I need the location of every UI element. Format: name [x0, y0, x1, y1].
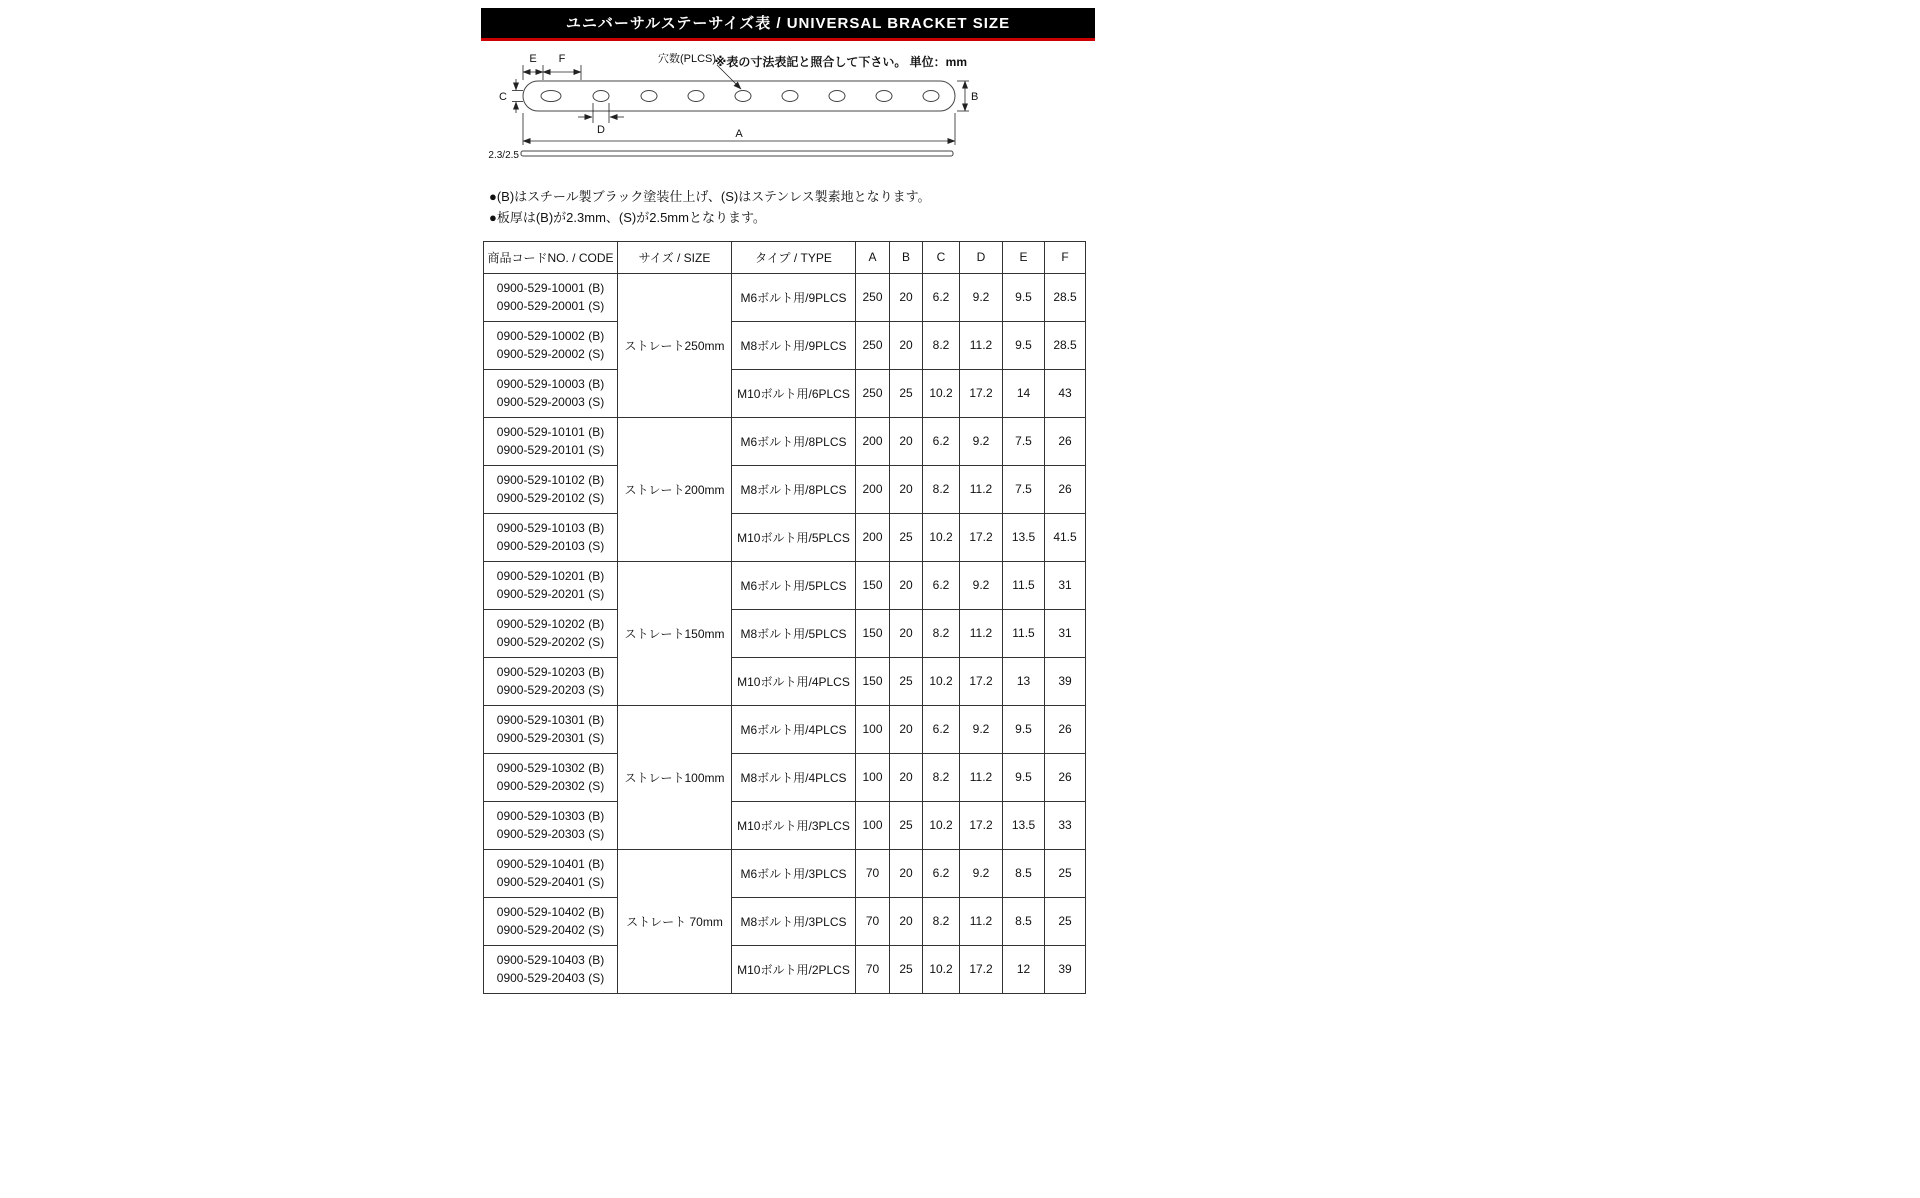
product-code-cell	[484, 321, 618, 369]
dim-A-cell: 250	[856, 273, 890, 321]
product-code-cell	[484, 417, 618, 465]
size-cell: ストレート250mm	[618, 273, 732, 417]
dim-A-cell: 100	[856, 753, 890, 801]
code-black-line: 0900-529-10302 (B)	[496, 760, 605, 775]
type-cell: M8ボルト用/9PLCS	[732, 321, 856, 369]
table-row	[484, 753, 1086, 801]
dim-F-cell: 39	[1045, 657, 1086, 705]
dim-label-F: F	[558, 53, 566, 65]
dim-F-cell: 31	[1045, 609, 1086, 657]
dim-B-cell: 20	[890, 609, 923, 657]
hole	[541, 91, 561, 102]
dim-C-cell: 6.2	[923, 273, 960, 321]
code-stainless-line: 0900-529-20302 (S)	[496, 779, 605, 794]
product-code-cell	[484, 465, 618, 513]
type-cell: M10ボルト用/5PLCS	[732, 513, 856, 561]
table-row	[484, 561, 1086, 609]
dim-C-cell: 6.2	[923, 849, 960, 897]
dim-E-cell: 13.5	[1003, 513, 1045, 561]
dim-F-cell: 25	[1045, 897, 1086, 945]
dim-E-cell: 13	[1003, 657, 1045, 705]
bracket-outline	[523, 81, 955, 111]
type-cell: M10ボルト用/4PLCS	[732, 657, 856, 705]
table-row	[484, 513, 1086, 561]
dim-B-cell: 25	[890, 945, 923, 993]
type-cell: M10ボルト用/6PLCS	[732, 369, 856, 417]
code-stainless-line: 0900-529-20403 (S)	[496, 971, 605, 986]
dim-A-cell: 200	[856, 465, 890, 513]
dim-B-cell: 25	[890, 513, 923, 561]
code-black-line: 0900-529-10303 (B)	[496, 808, 605, 823]
dim-B-cell: 20	[890, 561, 923, 609]
table-row	[484, 705, 1086, 753]
dim-C-cell: 10.2	[923, 657, 960, 705]
code-stainless-line: 0900-529-20203 (S)	[496, 683, 605, 698]
dim-B-cell: 20	[890, 753, 923, 801]
column-header-F: F	[1045, 241, 1086, 273]
table-row	[484, 465, 1086, 513]
code-black-line: 0900-529-10102 (B)	[496, 472, 605, 487]
dim-D-cell: 17.2	[960, 513, 1003, 561]
code-stainless-line: 0900-529-20202 (S)	[496, 635, 605, 650]
table-head	[484, 241, 1086, 273]
dim-C-cell: 10.2	[923, 801, 960, 849]
dim-D-cell: 17.2	[960, 945, 1003, 993]
table-row	[484, 801, 1086, 849]
type-cell: M6ボルト用/3PLCS	[732, 849, 856, 897]
column-header-C: C	[923, 241, 960, 273]
dim-B-cell: 25	[890, 801, 923, 849]
dim-E-cell: 13.5	[1003, 801, 1045, 849]
type-cell: M6ボルト用/8PLCS	[732, 417, 856, 465]
code-stainless-line: 0900-529-20303 (S)	[496, 827, 605, 842]
dim-E-cell: 11.5	[1003, 609, 1045, 657]
code-stainless-line: 0900-529-20001 (S)	[496, 299, 605, 314]
product-code-cell	[484, 609, 618, 657]
title-bar	[481, 8, 1095, 41]
table-row	[484, 273, 1086, 321]
type-cell: M10ボルト用/3PLCS	[732, 801, 856, 849]
size-table	[483, 241, 1086, 994]
dim-C-cell: 8.2	[923, 897, 960, 945]
table-row	[484, 369, 1086, 417]
type-cell: M6ボルト用/9PLCS	[732, 273, 856, 321]
dim-E-cell: 9.5	[1003, 705, 1045, 753]
dim-B-cell: 20	[890, 273, 923, 321]
column-header-size: サイズ / SIZE	[618, 241, 732, 273]
dim-D-cell: 9.2	[960, 705, 1003, 753]
column-header-type: タイプ / TYPE	[732, 241, 856, 273]
dim-E-cell: 7.5	[1003, 465, 1045, 513]
code-black-line: 0900-529-10401 (B)	[496, 856, 605, 871]
product-code-cell	[484, 513, 618, 561]
dim-A-cell: 150	[856, 609, 890, 657]
bracket-side-view	[521, 151, 953, 156]
product-code-cell	[484, 753, 618, 801]
hole	[829, 91, 845, 102]
dim-label-E: E	[529, 53, 537, 65]
product-code-cell	[484, 705, 618, 753]
column-header-A: A	[856, 241, 890, 273]
dim-F-cell: 28.5	[1045, 321, 1086, 369]
code-black-line: 0900-529-10202 (B)	[496, 616, 605, 631]
code-black-line: 0900-529-10203 (B)	[496, 664, 605, 679]
dim-A-cell: 100	[856, 705, 890, 753]
code-black-line: 0900-529-10101 (B)	[496, 424, 605, 439]
dim-C-cell: 8.2	[923, 609, 960, 657]
dim-C-cell: 6.2	[923, 705, 960, 753]
code-stainless-line: 0900-529-20201 (S)	[496, 587, 605, 602]
dim-E-cell: 9.5	[1003, 273, 1045, 321]
dim-F-cell: 26	[1045, 705, 1086, 753]
dim-B-cell: 25	[890, 657, 923, 705]
dim-F-cell: 28.5	[1045, 273, 1086, 321]
dim-D-cell: 11.2	[960, 609, 1003, 657]
dim-A-cell: 250	[856, 369, 890, 417]
dim-E-cell: 8.5	[1003, 897, 1045, 945]
dim-E-cell: 9.5	[1003, 321, 1045, 369]
dim-E-cell: 7.5	[1003, 417, 1045, 465]
dim-A-cell: 70	[856, 897, 890, 945]
code-stainless-line: 0900-529-20002 (S)	[496, 347, 605, 362]
size-cell: ストレート 70mm	[618, 849, 732, 993]
bracket-drawing	[481, 53, 981, 167]
type-cell: M6ボルト用/5PLCS	[732, 561, 856, 609]
dim-F-cell: 43	[1045, 369, 1086, 417]
dim-C-cell: 10.2	[923, 513, 960, 561]
dim-D-cell: 9.2	[960, 417, 1003, 465]
dim-E-cell: 9.5	[1003, 753, 1045, 801]
dim-label-A: A	[735, 128, 743, 140]
dim-E-cell: 8.5	[1003, 849, 1045, 897]
dim-C-cell: 6.2	[923, 561, 960, 609]
dim-B-cell: 20	[890, 705, 923, 753]
code-stainless-line: 0900-529-20103 (S)	[496, 539, 605, 554]
dim-B-cell: 20	[890, 897, 923, 945]
dim-D-cell: 11.2	[960, 897, 1003, 945]
dim-A-cell: 70	[856, 945, 890, 993]
dim-C-cell: 10.2	[923, 945, 960, 993]
column-header-code: 商品コードNO. / CODE	[484, 241, 618, 273]
dim-D-cell: 11.2	[960, 465, 1003, 513]
dim-E-cell: 12	[1003, 945, 1045, 993]
size-cell: ストレート200mm	[618, 417, 732, 561]
dim-D-cell: 9.2	[960, 561, 1003, 609]
dim-D-cell: 9.2	[960, 849, 1003, 897]
note-thickness: ●板厚は(B)が2.3mm、(S)が2.5mmとなります。	[489, 209, 766, 225]
product-code-cell	[484, 945, 618, 993]
code-black-line: 0900-529-10001 (B)	[496, 280, 605, 295]
hole	[593, 91, 609, 102]
code-black-line: 0900-529-10301 (B)	[496, 712, 605, 727]
code-stainless-line: 0900-529-20402 (S)	[496, 923, 605, 938]
product-code-cell	[484, 369, 618, 417]
holes-label: 穴数(PLCS)	[657, 53, 717, 65]
code-stainless-line: 0900-529-20301 (S)	[496, 731, 605, 746]
hole	[735, 91, 751, 102]
table-row	[484, 945, 1086, 993]
dim-B-cell: 20	[890, 417, 923, 465]
type-cell: M10ボルト用/2PLCS	[732, 945, 856, 993]
dim-A-cell: 200	[856, 513, 890, 561]
dim-A-cell: 150	[856, 561, 890, 609]
dim-C-cell: 8.2	[923, 321, 960, 369]
dim-E-cell: 14	[1003, 369, 1045, 417]
type-cell: M8ボルト用/8PLCS	[732, 465, 856, 513]
table-row	[484, 849, 1086, 897]
product-code-cell	[484, 561, 618, 609]
dim-D-cell: 17.2	[960, 369, 1003, 417]
dim-label-B: B	[971, 91, 979, 103]
diagram-note: ※表の寸法表記と照合して下さい。 単位：mm	[714, 55, 967, 69]
dim-F-cell: 33	[1045, 801, 1086, 849]
dim-B-cell: 20	[890, 321, 923, 369]
table-body	[484, 273, 1086, 993]
code-black-line: 0900-529-10403 (B)	[496, 952, 605, 967]
notes-block	[481, 187, 1095, 229]
dim-label-D: D	[597, 124, 605, 136]
table-row	[484, 321, 1086, 369]
type-cell: M6ボルト用/4PLCS	[732, 705, 856, 753]
dim-F-cell: 26	[1045, 465, 1086, 513]
dim-F-cell: 39	[1045, 945, 1086, 993]
dim-A-cell: 150	[856, 657, 890, 705]
dim-F-cell: 26	[1045, 753, 1086, 801]
dim-D-cell: 17.2	[960, 801, 1003, 849]
hole	[923, 91, 939, 102]
code-stainless-line: 0900-529-20003 (S)	[496, 395, 605, 410]
type-cell: M8ボルト用/5PLCS	[732, 609, 856, 657]
column-header-B: B	[890, 241, 923, 273]
note-material: ●(B)はスチール製ブラック塗装仕上げ、(S)はステンレス製素地となります。	[489, 189, 931, 204]
dim-D-cell: 11.2	[960, 753, 1003, 801]
hole	[876, 91, 892, 102]
type-cell: M8ボルト用/3PLCS	[732, 897, 856, 945]
dim-A-cell: 100	[856, 801, 890, 849]
dim-C-cell: 6.2	[923, 417, 960, 465]
dim-C-cell: 8.2	[923, 465, 960, 513]
table-row	[484, 609, 1086, 657]
dim-label-C: C	[499, 91, 507, 103]
code-stainless-line: 0900-529-20101 (S)	[496, 443, 605, 458]
bracket-diagram	[481, 53, 1095, 171]
dim-A-cell: 250	[856, 321, 890, 369]
thickness-label: 2.3/2.5	[488, 150, 519, 161]
dim-F-cell: 41.5	[1045, 513, 1086, 561]
dim-F-cell: 26	[1045, 417, 1086, 465]
hole	[688, 91, 704, 102]
dim-E-cell: 11.5	[1003, 561, 1045, 609]
code-black-line: 0900-529-10002 (B)	[496, 328, 605, 343]
code-black-line: 0900-529-10402 (B)	[496, 904, 605, 919]
code-black-line: 0900-529-10003 (B)	[496, 376, 605, 391]
code-stainless-line: 0900-529-20401 (S)	[496, 875, 605, 890]
dim-B-cell: 20	[890, 849, 923, 897]
size-cell: ストレート100mm	[618, 705, 732, 849]
dim-C-cell: 8.2	[923, 753, 960, 801]
product-code-cell	[484, 273, 618, 321]
product-code-cell	[484, 849, 618, 897]
page-title: ユニバーサルステーサイズ表 / UNIVERSAL BRACKET SIZE	[565, 15, 1011, 32]
size-cell: ストレート150mm	[618, 561, 732, 705]
dim-F-cell: 25	[1045, 849, 1086, 897]
dim-A-cell: 200	[856, 417, 890, 465]
dim-B-cell: 20	[890, 465, 923, 513]
column-header-D: D	[960, 241, 1003, 273]
dim-F-cell: 31	[1045, 561, 1086, 609]
hole	[782, 91, 798, 102]
type-cell: M8ボルト用/4PLCS	[732, 753, 856, 801]
code-black-line: 0900-529-10103 (B)	[496, 520, 605, 535]
column-header-E: E	[1003, 241, 1045, 273]
code-stainless-line: 0900-529-20102 (S)	[496, 491, 605, 506]
product-code-cell	[484, 657, 618, 705]
header-row	[484, 241, 1086, 273]
table-row	[484, 897, 1086, 945]
dim-A-cell: 70	[856, 849, 890, 897]
product-code-cell	[484, 897, 618, 945]
dim-D-cell: 17.2	[960, 657, 1003, 705]
dim-D-cell: 9.2	[960, 273, 1003, 321]
table-row	[484, 417, 1086, 465]
dim-B-cell: 25	[890, 369, 923, 417]
product-code-cell	[484, 801, 618, 849]
content-container	[481, 8, 1095, 994]
table-row	[484, 657, 1086, 705]
dim-C-cell: 10.2	[923, 369, 960, 417]
code-black-line: 0900-529-10201 (B)	[496, 568, 605, 583]
hole	[641, 91, 657, 102]
dim-D-cell: 11.2	[960, 321, 1003, 369]
